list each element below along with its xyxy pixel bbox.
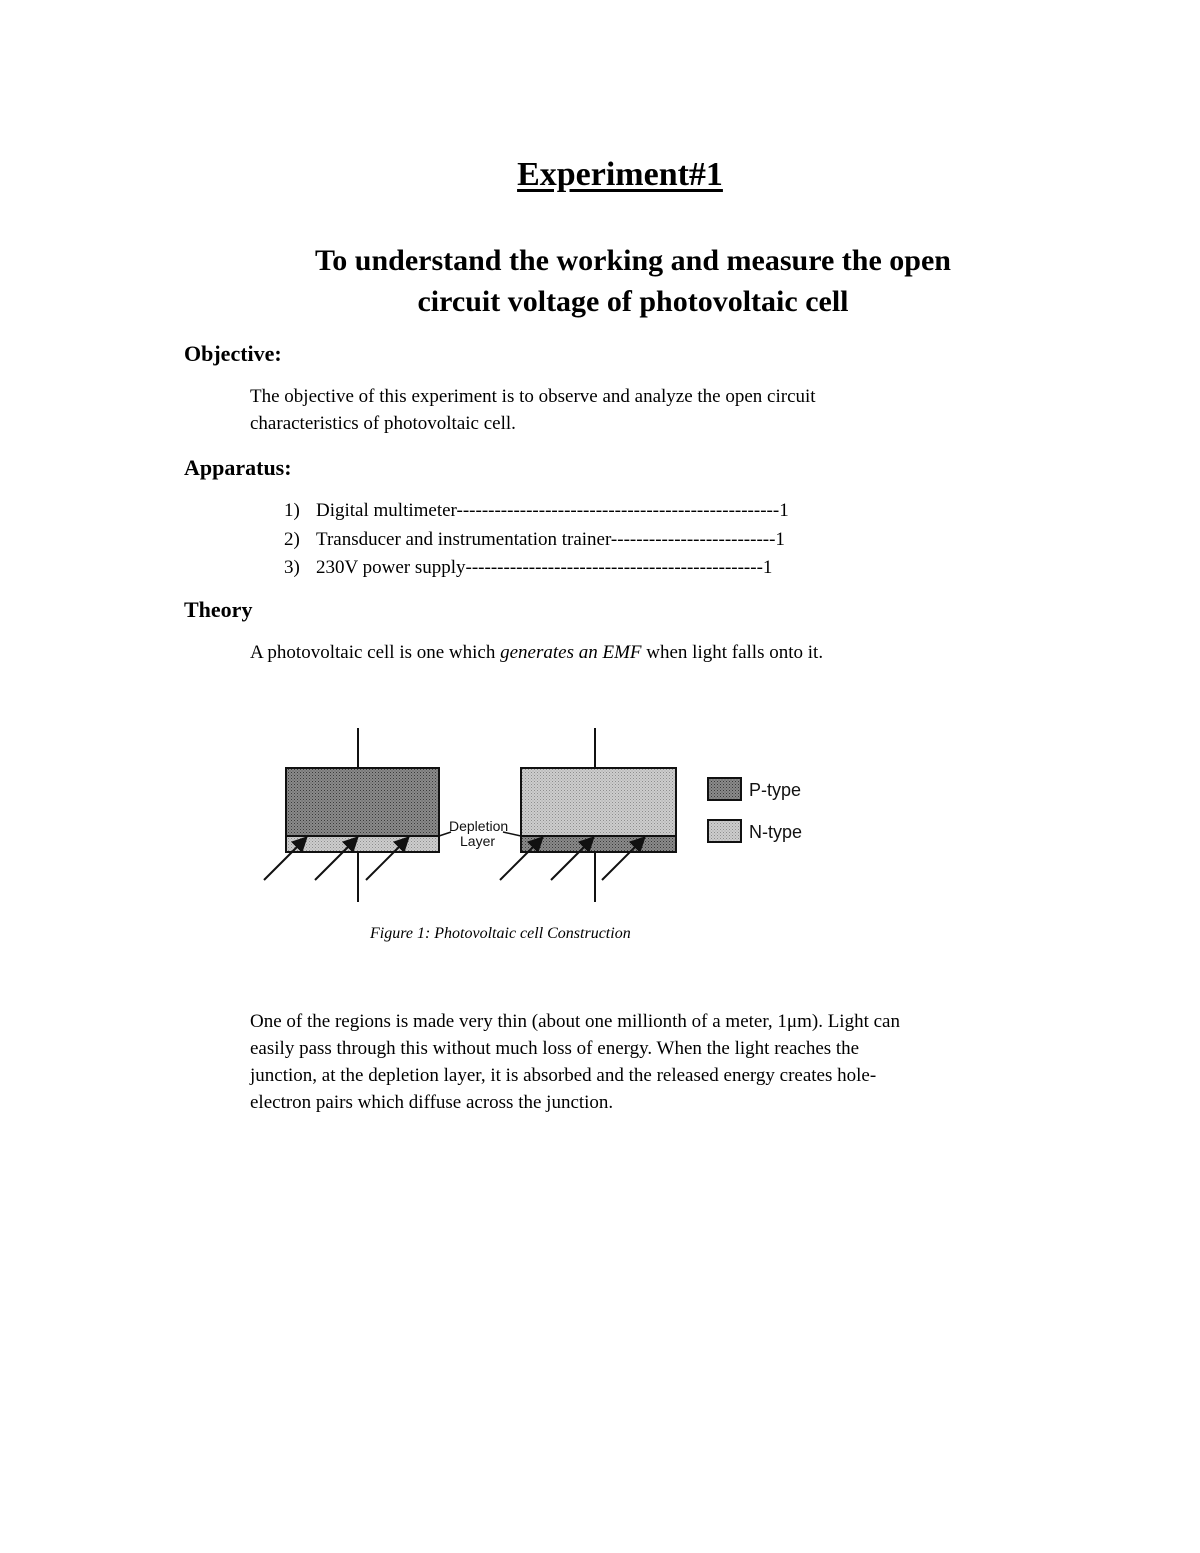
list-number: 2) [284, 528, 300, 550]
photovoltaic-figure [255, 718, 815, 918]
theory-body [250, 1008, 900, 1116]
theory-body-line: junction, at the depletion layer, it is absorbed and the released energy creates hole- [250, 1065, 877, 1086]
theory-intro-text: A photovoltaic cell is one which [250, 642, 501, 663]
legend-n-label: N-type [749, 822, 803, 842]
legend-p-swatch [708, 778, 741, 800]
list-text: 230V power supply-----------------------------------------------1 [316, 557, 773, 578]
list-number: 1) [284, 500, 300, 521]
list-text: Transducer and instrumentation trainer--------------------------1 [316, 528, 785, 550]
left-n-region [286, 836, 439, 852]
depletion-label-line-2: Layer [460, 833, 496, 849]
objective-paragraph [250, 383, 816, 437]
theory-body-line: easily pass through this without much loss of energy. When the light reaches the [250, 1038, 860, 1059]
list-text: Digital multimeter---------------------------------------------------1 [316, 500, 789, 521]
right-p-region [521, 836, 676, 852]
subtitle-line-2: circuit voltage of photovoltaic cell [417, 285, 849, 318]
objective-line-1: The objective of this experiment is to observe and analyze the open circuit [250, 386, 816, 407]
objective-line-2: characteristics of photovoltaic cell. [250, 413, 516, 434]
theory-intro-text-end: when light falls onto it. [641, 642, 824, 663]
depletion-label-line-1: Depletion [449, 818, 509, 834]
theory-body-line: electron pairs which diffuse across the junction. [250, 1092, 614, 1113]
right-n-region [521, 768, 676, 836]
photovoltaic-diagram [255, 718, 815, 913]
legend-n-swatch [708, 820, 741, 842]
list-item [284, 497, 789, 526]
legend-p-label: P-type [749, 780, 802, 800]
apparatus-list [284, 497, 789, 583]
subtitle-line-1: To understand the working and measure the open [315, 244, 951, 277]
left-p-region [286, 768, 439, 836]
light-arrow [264, 839, 305, 880]
theory-body-line: One of the regions is made very thin (about one millionth of a meter, 1μm). Light can [250, 1011, 900, 1032]
list-item [284, 554, 789, 583]
list-item [284, 526, 789, 555]
theory-intro [250, 639, 823, 666]
theory-heading: Theory [184, 597, 253, 622]
experiment-subtitle [0, 240, 1200, 322]
apparatus-heading: Apparatus: [184, 455, 292, 480]
figure-caption: Figure 1: Photovoltaic cell Construction [370, 925, 631, 942]
list-number: 3) [284, 557, 300, 578]
theory-intro-emphasis: generates an EMF [500, 642, 642, 663]
objective-heading: Objective: [184, 341, 282, 366]
page-title: Experiment#1 [517, 156, 723, 193]
